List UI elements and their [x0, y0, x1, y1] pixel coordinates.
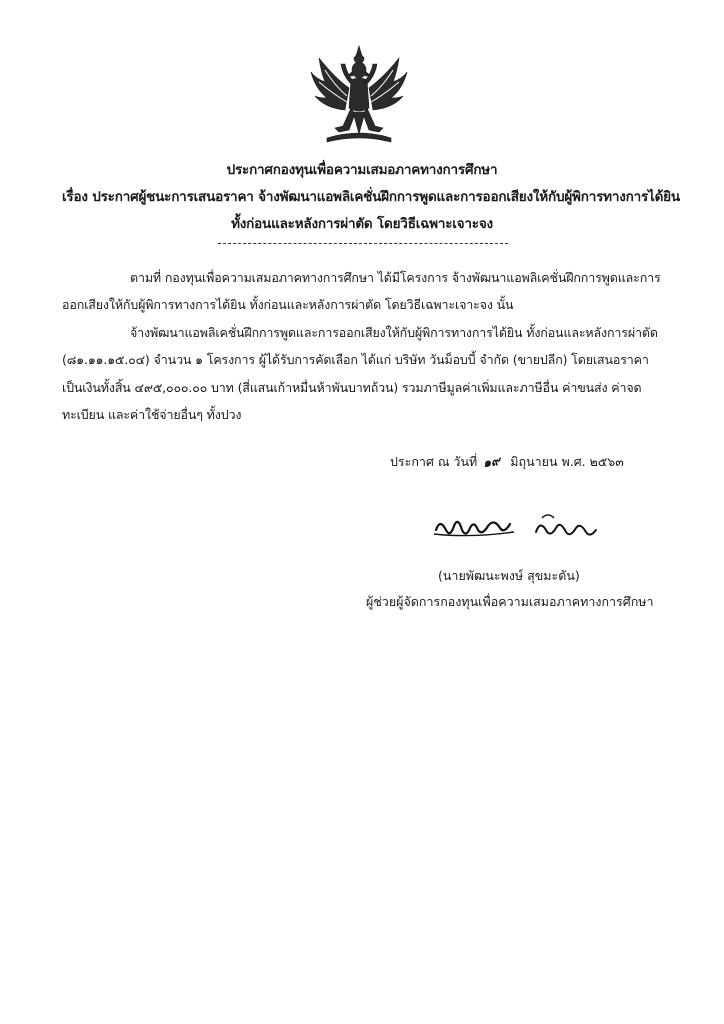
body-paragraph-1-line-2: ออกเสียงให้กับผู้พิการทางการได้ยิน ทั้งก่อนและหลังการผ่าตัด โดยวิธีเฉพาะเจาะจง นั้น	[62, 297, 514, 312]
body-paragraph-2-line-4: ทะเบียน และค่าใช้จ่ายอื่นๆ ทั้งปวง	[62, 407, 242, 422]
announcement-date	[390, 452, 624, 472]
announcement-subject: เรื่อง ประกาศผู้ชนะการเสนอราคา จ้างพัฒนาแอพลิเคชั่นฝึกการพูดและการออกเสียงให้กับผู้พิการทางการได้ยิน	[62, 189, 680, 205]
date-month-year: มิถุนายน พ.ศ. ๒๕๖๓	[510, 454, 624, 469]
handwritten-signature	[430, 508, 610, 548]
announcement-subject-continued: ทั้งก่อนและหลังการผ่าตัด โดยวิธีเฉพาะเจาะจง	[231, 216, 493, 232]
signer-position: ผู้ช่วยผู้จัดการกองทุนเพื่อความเสมอภาคทางการศึกษา	[366, 594, 654, 609]
date-prefix: ประกาศ ณ วันที่	[390, 454, 478, 469]
body-paragraph-2-line-1: จ้างพัฒนาแอพลิเคชั่นฝึกการพูดและการออกเสียงให้กับผู้พิการทางการได้ยิน ทั้งก่อนและหลังการผ่าตัด	[130, 325, 658, 340]
body-paragraph-1-line-1: ตามที่ กองทุนเพื่อความเสมอภาคทางการศึกษา ได้มีโครงการ จ้างพัฒนาแอพลิเคชั่นฝึกการพูดและการ	[130, 270, 661, 285]
date-day-handwritten: ๑๙	[482, 452, 502, 471]
announcement-title: ประกาศกองทุนเพื่อความเสมอภาคทางการศึกษา	[226, 162, 498, 178]
signer-name: (นายพัฒนะพงษ์ สุขมะดัน)	[438, 568, 580, 583]
garuda-emblem-icon	[305, 42, 413, 150]
title-divider	[218, 243, 508, 244]
body-paragraph-2-line-2: (๘๑.๑๑.๑๕.๐๔) จำนวน ๑ โครงการ ผู้ได้รับการคัดเลือก ได้แก่ บริษัท วันม็อบบี้ จำกัด (ขายปลีก) โดยเสนอราคา	[62, 352, 649, 367]
body-paragraph-2-line-3: เป็นเงินทั้งสิ้น ๔๙๕,๐๐๐.๐๐ บาท (สี่แสนเก้าหมื่นห้าพันบาทถ้วน) รวมภาษีมูลค่าเพิ่มและภาษีอื่น ค่าขนส่ง ค่าจด	[62, 380, 642, 395]
